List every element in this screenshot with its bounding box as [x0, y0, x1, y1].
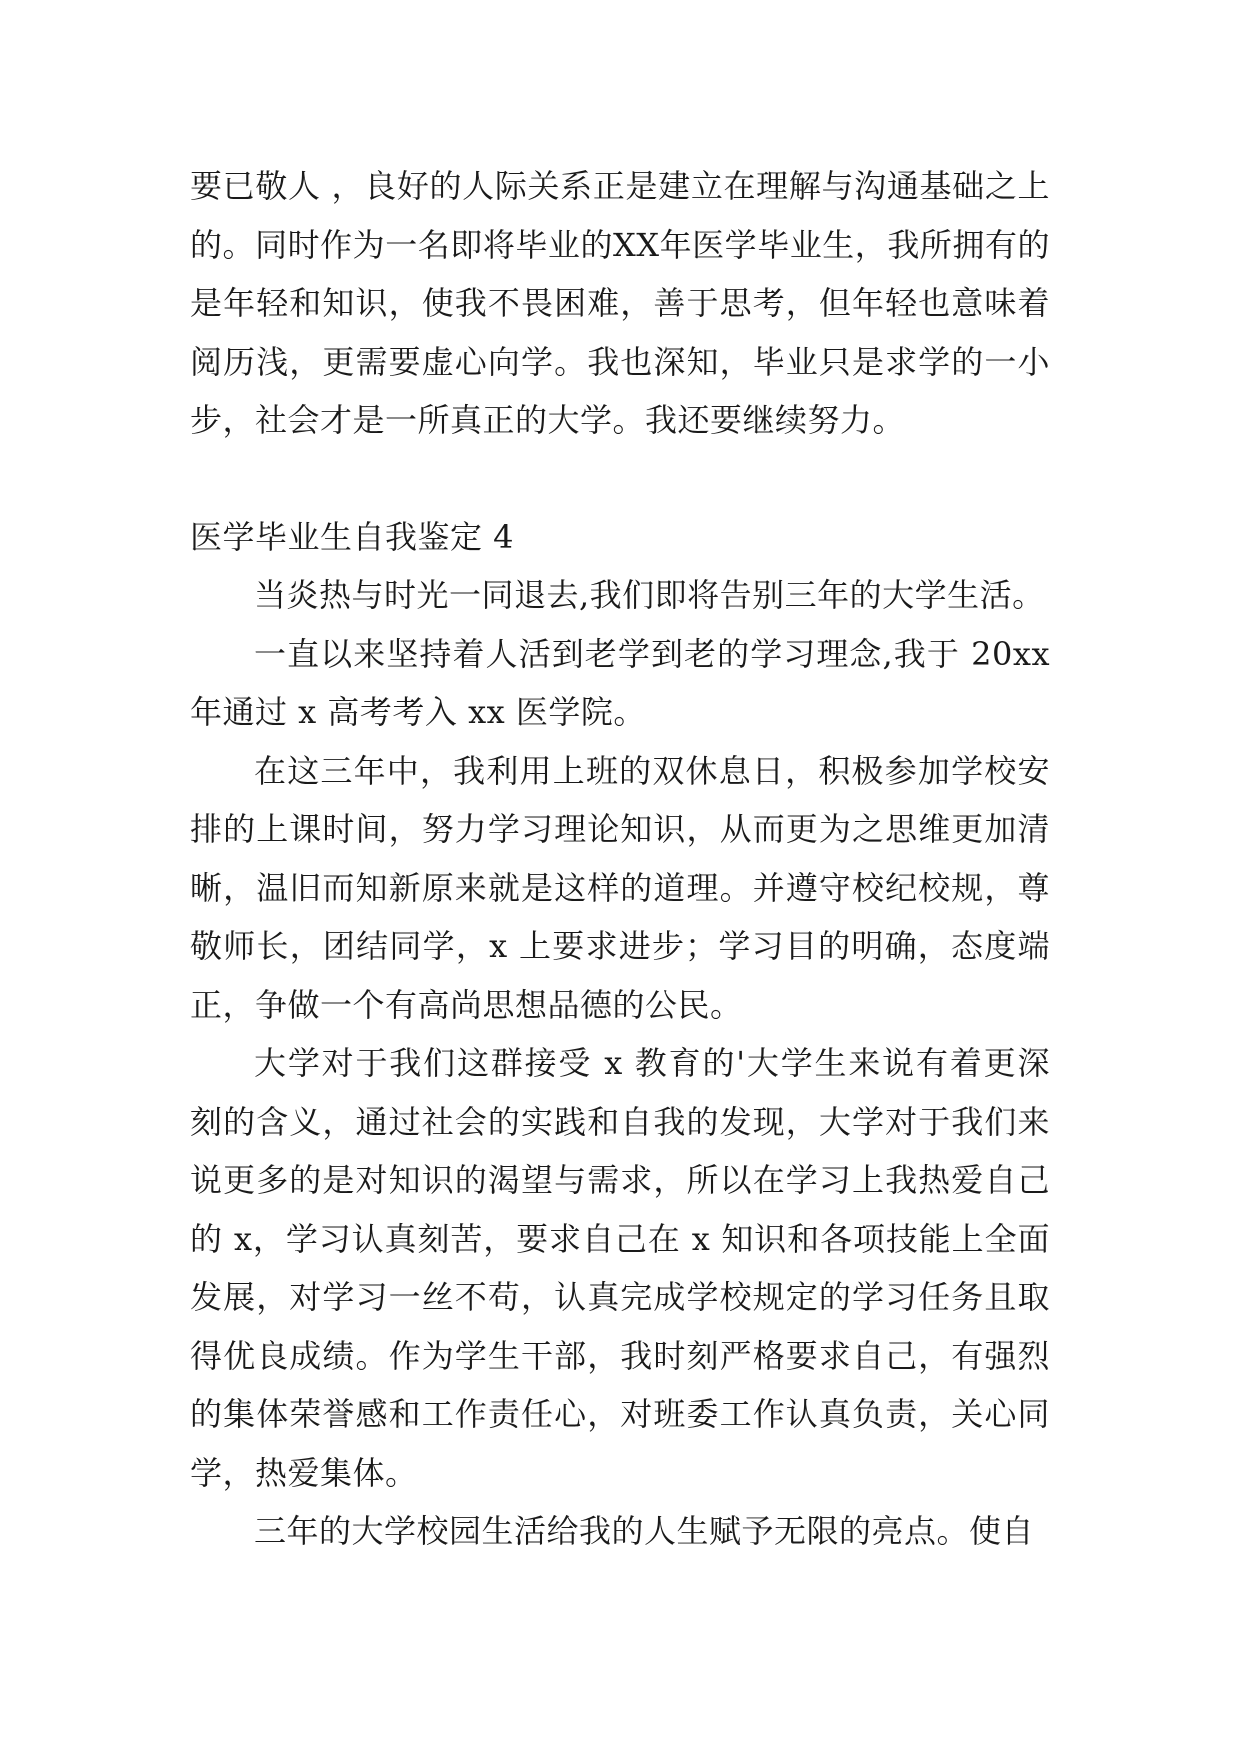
continuation-text-block	[190, 157, 1050, 450]
body-text-block	[190, 566, 1050, 1561]
body-paragraph: 一直以来坚持着人活到老学到老的学习理念,我于 20xx 年通过 x 高考考入 xx 医学院。	[190, 634, 1050, 731]
body-paragraph: 在这三年中，我利用上班的双休息日，积极参加学校安排的上课时间，努力学习理论知识，从而更为之思维更加清晰，温旧而知新原来就是这样的道理。并遵守校纪校规，尊敬师长，团结同学，x 上要求进步；学习目的明确，态度端正，争做一个有高尚思想品德的公民。	[190, 751, 1050, 1024]
section-heading: 医学毕业生自我鉴定 4	[190, 518, 515, 556]
body-paragraph: 大学对于我们这群接受 x 教育的'大学生来说有着更深刻的含义，通过社会的实践和自我的发现，大学对于我们来说更多的是对知识的渴望与需求，所以在学习上我热爱自己的 x，学习认真刻苦，要求自己在 x 知识和各项技能上全面发展，对学习一丝不苟，认真完成学校规定的学习任务且取得优良成绩。作为学生干部，我时刻严格要求自己，有强烈的集体荣誉感和工作责任心，对班委工作认真负责，关心同学，热爱集体。	[190, 1044, 1050, 1492]
continuation-paragraph: 要已敬人 ，良好的人际关系正是建立在理解与沟通基础之上的。同时作为一名即将毕业的XX年医学毕业生，我所拥有的是年轻和知识，使我不畏困难，善于思考，但年轻也意味着阅历浅，更需要虚心向学。我也深知，毕业只是求学的一小步，社会才是一所真正的大学。我还要继续努力。	[190, 167, 1050, 439]
body-paragraph: 三年的大学校园生活给我的人生赋予无限的亮点。使自	[254, 1512, 1035, 1550]
body-paragraph: 当炎热与时光一同退去,我们即将告别三年的大学生活。	[254, 576, 1045, 614]
